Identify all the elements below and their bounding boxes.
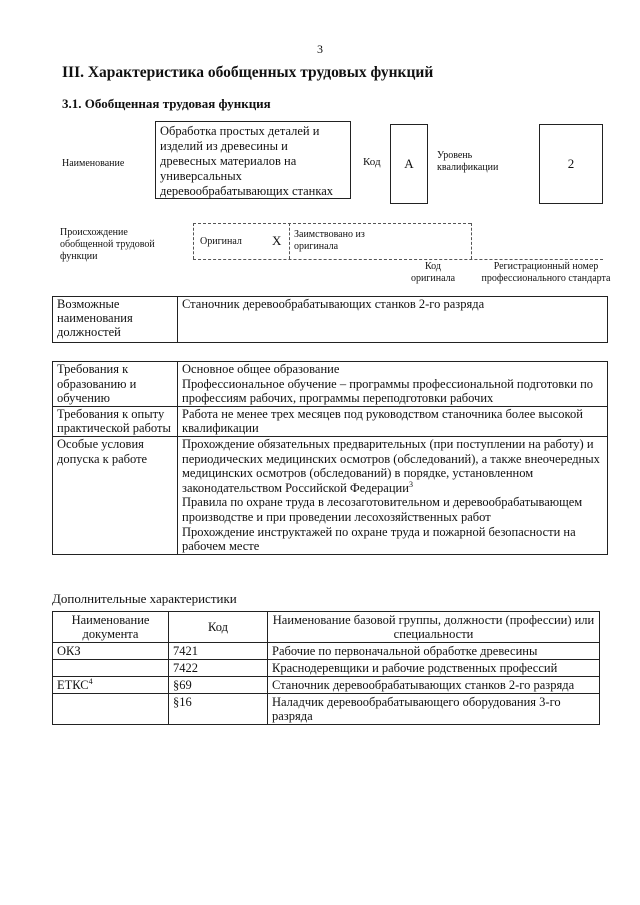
code-cell: §69 bbox=[169, 677, 268, 694]
table-row bbox=[53, 677, 600, 694]
table-row bbox=[53, 362, 608, 407]
code-label: Код bbox=[363, 156, 381, 168]
reg-number-label: Регистрационный номер профессионального стандарта bbox=[481, 261, 611, 284]
code-value-box: A bbox=[390, 124, 428, 204]
doc-cell: ЕТКС bbox=[57, 678, 89, 692]
level-label: Уровень квалификации bbox=[437, 150, 499, 173]
req-label: Особые условия допуска к работе bbox=[53, 436, 178, 554]
name-cell: Рабочие по первоначальной обработке древесины bbox=[268, 643, 600, 660]
doc-cell: ОКЗ bbox=[53, 643, 169, 660]
additional-table bbox=[52, 611, 600, 725]
req-line: Прохождение инструктажей по охране труда и пожарной безопасности на рабочем месте bbox=[182, 524, 576, 554]
level-value-box: 2 bbox=[539, 124, 603, 204]
footnote-mark: 4 bbox=[88, 676, 93, 686]
code-cell: §16 bbox=[169, 694, 268, 725]
req-line: Прохождение обязательных предварительных (при поступлении на работу) и периодических медицинских осмотров (обследований), а также внеочередных медицинских осмотров (обследований) в порядке, установленном законодательством Российской Федерации bbox=[182, 436, 600, 495]
col-header-name: Наименование базовой группы, должности (профессии) или специальности bbox=[268, 612, 600, 643]
positions-value: Станочник деревообрабатывающих станков 2-го разряда bbox=[178, 297, 608, 343]
code-cell: 7422 bbox=[169, 660, 268, 677]
borrowed-label: Заимствовано из оригинала bbox=[294, 229, 365, 252]
requirements-table bbox=[52, 361, 608, 555]
original-label: Оригинал bbox=[200, 236, 242, 247]
table-row bbox=[53, 660, 600, 677]
subsection-title: 3.1. Обобщенная трудовая функция bbox=[62, 96, 271, 111]
col-header-code: Код bbox=[169, 612, 268, 643]
section-title: III. Характеристика обобщенных трудовых функций bbox=[62, 64, 434, 81]
req-line: Работа не менее трех месяцев под руководством станочника более высокой квалификации bbox=[182, 406, 583, 436]
col-header-doc: Наименование документа bbox=[53, 612, 169, 643]
req-label: Требования к образованию и обучению bbox=[53, 362, 178, 407]
name-cell: Станочник деревообрабатывающих станков 2-го разряда bbox=[268, 677, 600, 694]
table-row bbox=[53, 694, 600, 725]
origin-divider-1 bbox=[289, 223, 290, 259]
original-mark: X bbox=[272, 233, 282, 248]
origin-bottom-border bbox=[193, 259, 603, 260]
req-label: Требования к опыту практической работы bbox=[53, 406, 178, 436]
table-row bbox=[53, 406, 608, 436]
doc-cell bbox=[53, 660, 169, 677]
origin-divider-2 bbox=[471, 223, 472, 259]
table-header-row bbox=[53, 612, 600, 643]
code-original-label: Код оригинала bbox=[410, 261, 456, 284]
additional-title: Дополнительные характеристики bbox=[52, 591, 237, 606]
function-name-box: Обработка простых деталей и изделий из древесины и древесных материалов на универсальных деревообрабатывающих станках bbox=[155, 121, 351, 199]
table-row bbox=[53, 436, 608, 554]
footnote-mark: 3 bbox=[408, 479, 413, 489]
doc-cell bbox=[53, 694, 169, 725]
name-label: Наименование bbox=[62, 158, 125, 169]
code-cell: 7421 bbox=[169, 643, 268, 660]
name-cell: Краснодеревщики и рабочие родственных профессий bbox=[268, 660, 600, 677]
origin-top-border bbox=[193, 223, 471, 224]
positions-label: Возможные наименования должностей bbox=[53, 297, 178, 343]
origin-label: Происхождение обобщенной трудовой функции bbox=[60, 227, 155, 262]
page-number: 3 bbox=[317, 42, 323, 56]
name-cell: Наладчик деревообрабатывающего оборудования 3-го разряда bbox=[268, 694, 600, 725]
table-row bbox=[53, 643, 600, 660]
positions-table bbox=[52, 296, 608, 343]
req-line: Правила по охране труда в лесозаготовительном и деревообрабатывающем производстве и при проведении лесохозяйственных работ bbox=[182, 495, 583, 524]
origin-left-border bbox=[193, 223, 194, 259]
req-line: Основное общее образование bbox=[182, 362, 340, 376]
req-line: Профессиональное обучение – программы профессиональной подготовки по профессиям рабочих, программы переподготовки рабочих bbox=[182, 376, 594, 406]
